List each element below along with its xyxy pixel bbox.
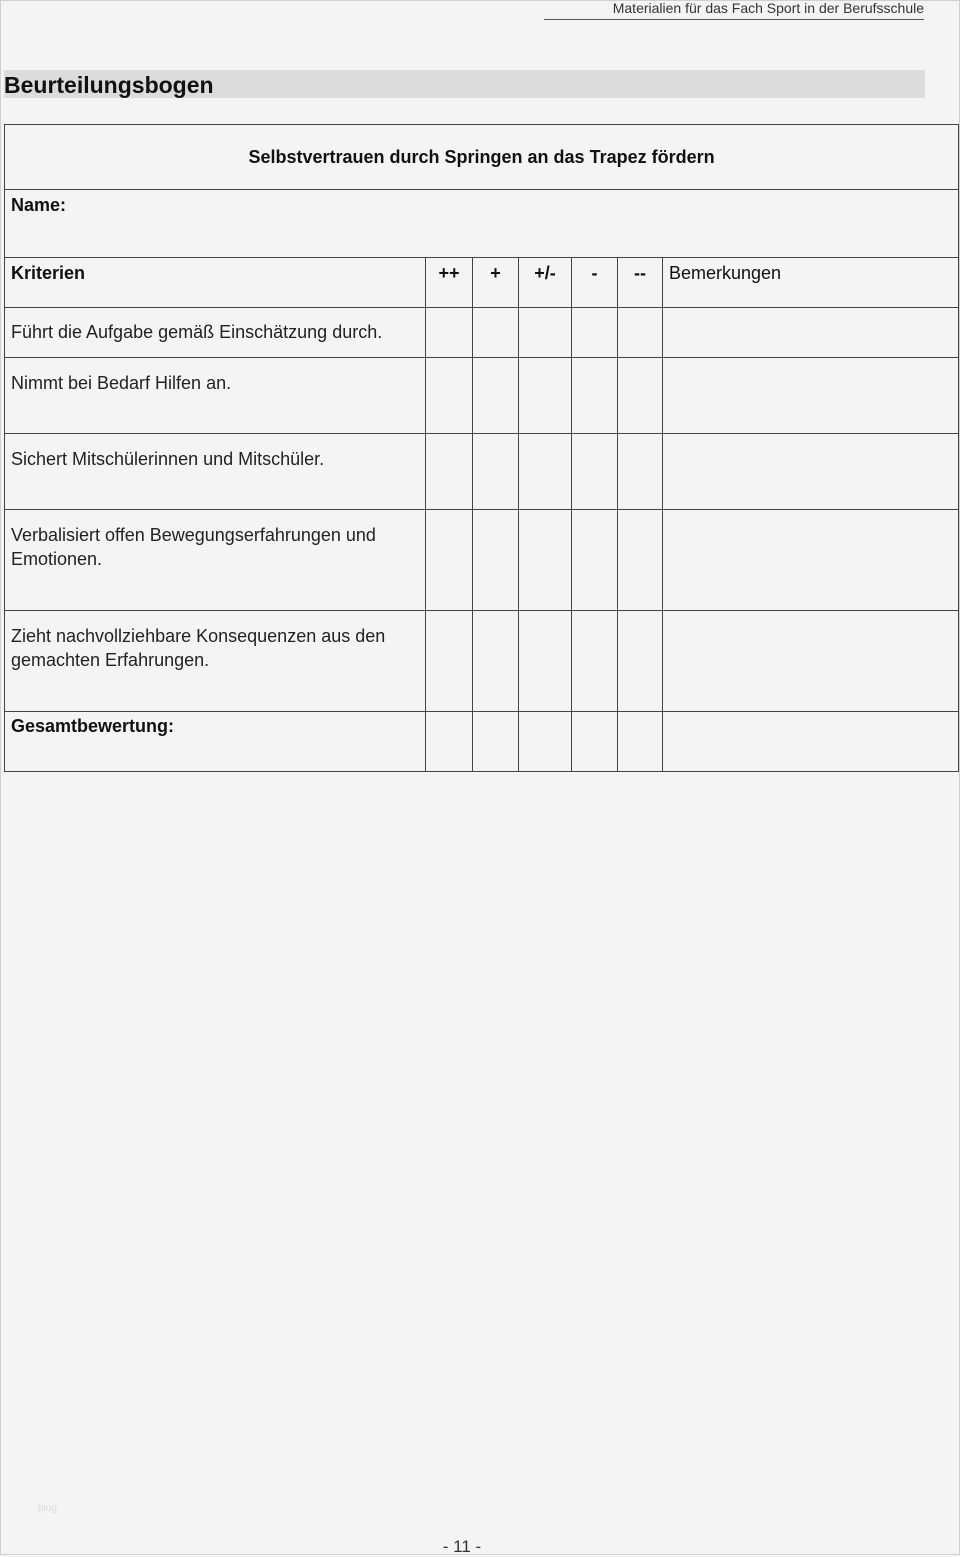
rating-cell[interactable] (519, 712, 572, 772)
section-title: Beurteilungsbogen (4, 72, 214, 98)
rating-cell[interactable] (519, 611, 572, 712)
rating-cell[interactable] (473, 510, 519, 611)
rating-cell[interactable] (426, 712, 473, 772)
rating-header-very-good: ++ (426, 258, 473, 308)
rating-cell[interactable] (473, 611, 519, 712)
criterion-text: Nimmt bei Bedarf Hilfen an. (5, 358, 426, 434)
criteria-header: Kriterien (5, 258, 426, 308)
rating-cell[interactable] (572, 510, 618, 611)
criterion-row (5, 358, 959, 434)
criterion-row (5, 434, 959, 510)
remarks-header: Bemerkungen (663, 258, 959, 308)
total-row (5, 712, 959, 772)
criterion-text: Sichert Mitschülerinnen und Mitschüler. (5, 434, 426, 510)
rating-header-very-poor: -- (618, 258, 663, 308)
rating-cell[interactable] (618, 510, 663, 611)
rating-cell[interactable] (572, 308, 618, 358)
rating-cell[interactable] (519, 358, 572, 434)
rating-cell[interactable] (473, 434, 519, 510)
rating-header-poor: - (572, 258, 618, 308)
form-title-cell (5, 125, 959, 190)
remarks-cell[interactable] (663, 712, 959, 772)
name-field[interactable] (5, 190, 959, 258)
remarks-cell[interactable] (663, 434, 959, 510)
rating-cell[interactable] (618, 611, 663, 712)
rating-cell[interactable] (426, 358, 473, 434)
rating-cell[interactable] (426, 611, 473, 712)
criterion-row (5, 510, 959, 611)
remarks-cell[interactable] (663, 358, 959, 434)
page-number: - 11 - (442, 1537, 482, 1556)
rating-cell[interactable] (473, 358, 519, 434)
rating-cell[interactable] (618, 358, 663, 434)
rating-cell[interactable] (519, 510, 572, 611)
rating-cell[interactable] (572, 358, 618, 434)
rating-cell[interactable] (618, 712, 663, 772)
total-label: Gesamtbewertung: (5, 712, 426, 772)
criterion-row (5, 611, 959, 712)
rating-cell[interactable] (572, 434, 618, 510)
criterion-row (5, 308, 959, 358)
criterion-text: Verbalisiert offen Bewegungserfahrungen und Emotionen. (5, 510, 426, 611)
rating-cell[interactable] (618, 308, 663, 358)
rating-header-neutral: +/- (519, 258, 572, 308)
running-header: Materialien für das Fach Sport in der Berufsschule (544, 0, 924, 20)
name-label: Name: (11, 195, 67, 215)
rating-cell[interactable] (426, 510, 473, 611)
rating-cell[interactable] (519, 434, 572, 510)
criterion-text: Zieht nachvollziehbare Konsequenzen aus den gemachten Erfahrungen. (5, 611, 426, 712)
rating-cell[interactable] (572, 611, 618, 712)
rating-header-good: + (473, 258, 519, 308)
remarks-cell[interactable] (663, 510, 959, 611)
remarks-cell[interactable] (663, 308, 959, 358)
form-title: Selbstvertrauen durch Springen an das Trapez fördern (248, 147, 715, 167)
remarks-cell[interactable] (663, 611, 959, 712)
rating-cell[interactable] (473, 712, 519, 772)
header-row (5, 258, 959, 308)
rating-cell[interactable] (519, 308, 572, 358)
rating-cell[interactable] (572, 712, 618, 772)
criterion-text: Führt die Aufgabe gemäß Einschätzung durch. (5, 308, 426, 358)
rating-cell[interactable] (618, 434, 663, 510)
rating-cell[interactable] (473, 308, 519, 358)
assessment-form (4, 124, 959, 772)
rating-cell[interactable] (426, 434, 473, 510)
rating-cell[interactable] (426, 308, 473, 358)
footer-watermark: blog (38, 1503, 57, 1514)
